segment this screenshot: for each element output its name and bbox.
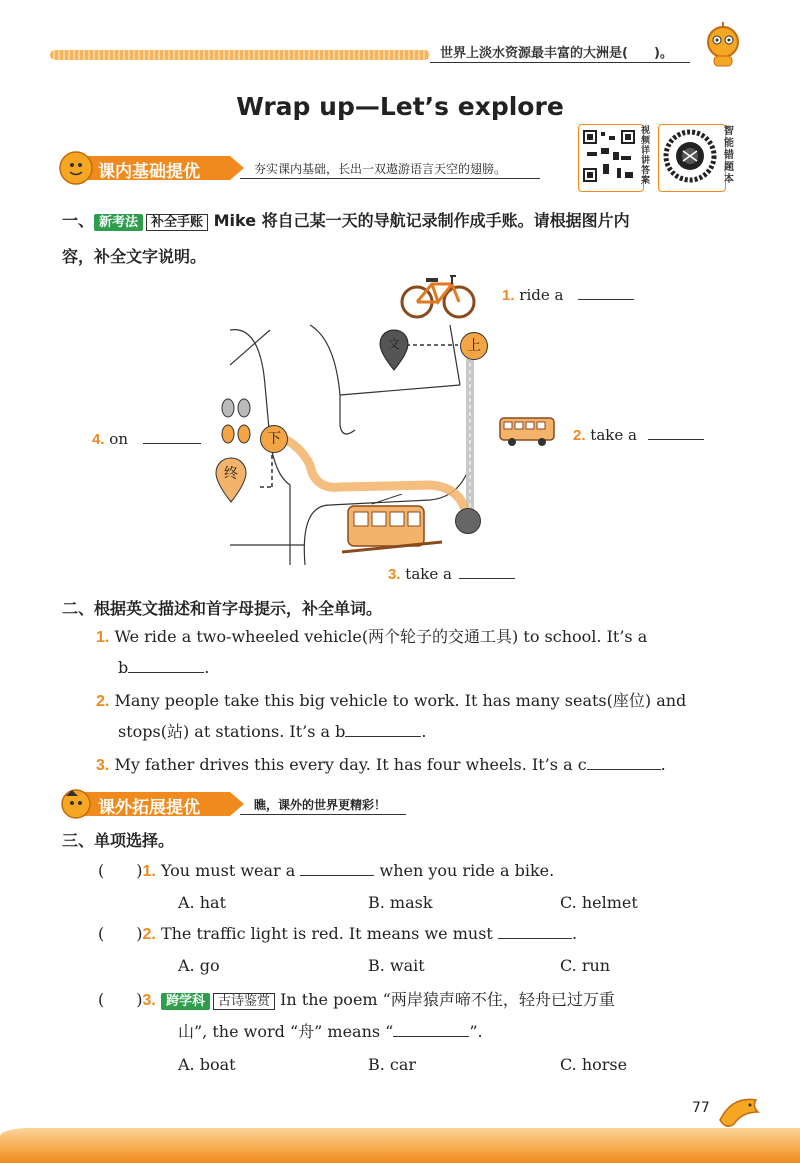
map-item-4: 4. on (92, 428, 201, 448)
part1-instruction-a: Mike 将自己某一天的导航记录制作成手账。请根据图片内 (213, 211, 630, 230)
part1-prefix: 一、 (62, 211, 95, 230)
qr-code-wrongbook[interactable] (658, 124, 726, 192)
marker-down: 下 (260, 425, 288, 453)
cross-subject-tag: 跨学科 (161, 993, 210, 1010)
page-title: Wrap up—Let’s explore (236, 92, 564, 121)
poem-tag: 古诗鉴赏 (213, 993, 275, 1010)
section-2-underline (240, 814, 406, 815)
part3-q1-option-a[interactable]: A. hat (178, 893, 226, 912)
part2-q2: 2. Many people take this big vehicle to work. It has many seats(座位) and stops(站) at stations. It’s a b . (96, 691, 687, 741)
answer-paren-1[interactable]: ( ) (98, 861, 143, 880)
bicycle-icon (400, 268, 476, 324)
header-band (50, 50, 430, 60)
part3-heading: 三、单项选择。 (62, 831, 175, 850)
map-item-1-blank[interactable] (578, 284, 634, 300)
bus-icon (498, 414, 558, 452)
part3-q2-blank[interactable] (498, 922, 572, 939)
section-2-slogan: 瞧，课外的世界更精彩！ (254, 798, 387, 812)
map-item-2: 2. take a (573, 424, 704, 444)
part3-q3-option-b[interactable]: B. car (368, 1055, 417, 1074)
new-exam-tag: 新考法 (94, 214, 143, 231)
part1-instruction-b: 容，补全文字说明。 (62, 247, 207, 266)
section-1-slogan: 夯实课内基础，长出一双遨游语言天空的翅膀。 (254, 162, 507, 176)
part2-q3: 3. My father drives this every day. It has four wheels. It’s a c . (96, 755, 666, 774)
part3-q2-option-a[interactable]: A. go (178, 956, 220, 975)
part3-q1-option-b[interactable]: B. mask (368, 893, 433, 912)
part3-q1-option-c[interactable]: C. helmet (560, 893, 638, 912)
qr-code-video[interactable] (578, 124, 644, 192)
answer-paren-3[interactable]: ( ) (98, 990, 143, 1009)
map-item-3-blank[interactable] (459, 563, 515, 579)
marker-up: 上 (460, 332, 488, 360)
section-banner-1-label: 课内基础提优 (98, 162, 200, 182)
header-line (430, 62, 690, 63)
station-marker-icon (455, 508, 481, 534)
part2-q3-blank[interactable] (587, 753, 661, 770)
part2-heading: 二、根据英文描述和首字母提示，补全单词。 (62, 599, 383, 618)
answer-paren-2[interactable]: ( ) (98, 924, 143, 943)
end-pin-label: 终 (224, 466, 238, 482)
part1-instruction (62, 204, 762, 274)
handbook-tag: 补全手账 (146, 214, 208, 231)
part3-q3-option-c[interactable]: C. horse (560, 1055, 628, 1074)
part2-q2-blank[interactable] (345, 720, 421, 737)
page-number: 77 (692, 1100, 710, 1116)
footer-band (0, 1128, 800, 1163)
part3-q2-option-c[interactable]: C. run (560, 956, 611, 975)
part3-q3-blank[interactable] (393, 1020, 469, 1037)
map-item-3: 3. take a (388, 563, 515, 583)
part2-q1: 1. We ride a two-wheeled vehicle(两个轮子的交通工具) to school. It’s a b . (96, 627, 648, 677)
qr-left-label: 视频详讲答案 (641, 126, 651, 186)
svg-text:文: 文 (387, 337, 401, 351)
part3-q2: ( )2. The traffic light is red. It means we must . (98, 924, 578, 943)
part3-q1-blank[interactable] (300, 859, 374, 876)
tram-icon (342, 494, 442, 562)
part3-q3: ( )3. 跨学科 古诗鉴赏 In the poem “两岸猿声啼不住，轻舟已过万重 山”, the word “舟” means “ ”. (98, 990, 615, 1041)
part3-q2-option-b[interactable]: B. wait (368, 956, 425, 975)
map-item-2-blank[interactable] (648, 424, 704, 440)
map-item-4-blank[interactable] (143, 428, 201, 444)
part2-q1-blank[interactable] (128, 656, 204, 673)
map-item-1: 1. ride a (502, 284, 634, 304)
section-1-underline (240, 178, 540, 179)
footprints-icon (218, 396, 258, 450)
section-banner-2-label: 课外拓展提优 (98, 798, 200, 818)
qr-right-label: 智能错题本 (724, 126, 734, 185)
header-tip: 世界上淡水资源最丰富的大洲是( )。 (440, 46, 673, 61)
location-pin-grey-icon (378, 328, 410, 376)
part3-q3-option-a[interactable]: A. boat (178, 1055, 236, 1074)
mascot-robot-icon (700, 22, 746, 74)
part3-q1: ( )1. You must wear a when you ride a bike. (98, 861, 555, 880)
